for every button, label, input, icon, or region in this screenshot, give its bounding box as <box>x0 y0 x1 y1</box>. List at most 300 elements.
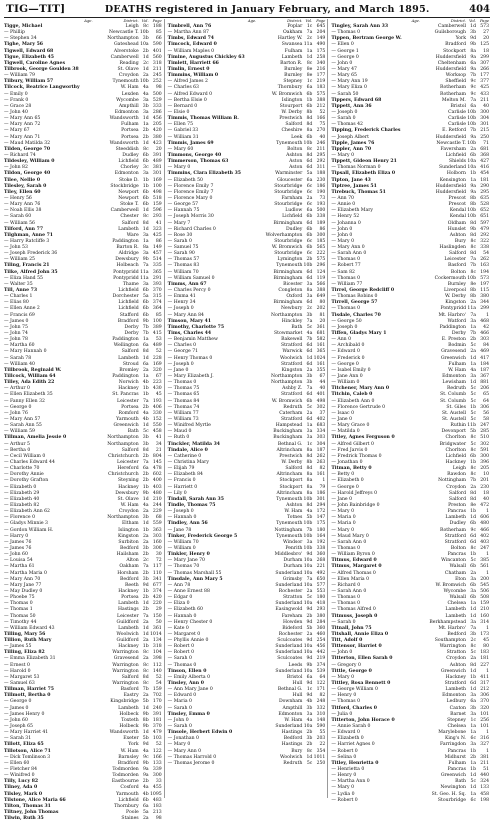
entry-name: — Joseph Morris 30 <box>167 214 214 220</box>
entry-page: 254 <box>316 638 326 644</box>
entry-district: Leigh <box>125 24 139 29</box>
entry-name: — Robert 0 <box>331 748 358 754</box>
entry-page: 270 <box>316 128 326 134</box>
entry-volume: 8d <box>142 447 149 453</box>
entry-page: 355 <box>316 367 326 373</box>
entry-page: 53 <box>155 337 162 343</box>
entry-page: 55 <box>319 730 326 736</box>
entry-name: — Mary Ann 71 <box>4 134 41 140</box>
entry-district: Bakewell <box>281 337 303 343</box>
entry-page: 183 <box>316 85 326 91</box>
entry-volume: 3a <box>143 171 149 177</box>
entry-volume: 2a <box>143 656 149 662</box>
entry-page: 119 <box>316 275 326 281</box>
entry-volume: 1d <box>142 226 149 232</box>
entry-page: 160 <box>480 613 490 619</box>
entry-district: Lambeth <box>118 355 139 361</box>
entry-district: Ludlow <box>285 208 303 214</box>
entry-page: 22 <box>319 742 326 748</box>
entry-name: — Eliza 0 <box>167 601 190 607</box>
entry-district: Tynemouth <box>276 533 303 539</box>
entry-name: Titmus, Margaret 0 <box>331 564 382 570</box>
entry-page: 194 <box>480 269 490 275</box>
entry-page: 388 <box>316 288 326 294</box>
entry-volume: 1d <box>142 66 149 72</box>
entry-volume: 3a <box>470 742 477 748</box>
entry-district: Oldham <box>447 220 467 226</box>
entry-page: 100 <box>152 183 162 189</box>
entry-district: Mt. Harbro' <box>438 625 467 631</box>
entry-district: Cheshire <box>281 128 303 134</box>
entry-page: 417 <box>480 355 490 361</box>
entry-name: — Maud 0 <box>167 429 192 435</box>
entry-volume: 8d <box>306 453 313 459</box>
entry-name: — Thomas 0 <box>331 30 361 36</box>
entry-volume: 6b <box>142 288 149 294</box>
entry-name: Timmerson, Thomas 63 <box>167 159 229 165</box>
entry-name: — Mary 0 <box>331 785 355 791</box>
entry-page: 152 <box>152 417 162 422</box>
entry-volume: 1b <box>142 644 149 650</box>
entry-district: Cockermouth <box>434 275 467 281</box>
register-column-3 <box>331 19 491 803</box>
entry-name: — Henrietta 0 <box>331 767 365 773</box>
entry-name: — Margaret 53 <box>4 674 40 680</box>
entry-name: — Mary Ann 0 <box>331 245 365 251</box>
entry-volume: 7a <box>143 263 149 269</box>
entry-district: Altrincham <box>276 490 303 496</box>
entry-page: 804 <box>152 453 162 459</box>
entry-name: — Elizabeth 50 <box>167 177 203 183</box>
entry-name: Tilee, Nellie 0 <box>4 177 41 183</box>
entry-name: — Charles 0 <box>167 343 197 349</box>
entry-name: — Edward 0 <box>331 349 360 355</box>
entry-name: — Catherine 0 <box>167 453 202 459</box>
entry-page: 553 <box>316 588 326 594</box>
entry-page: 681 <box>480 146 490 152</box>
entry-district: Ampthill <box>118 103 139 109</box>
entry-district: Hastings <box>281 730 303 736</box>
entry-name: — Fredrick Thomas 0 <box>331 453 382 459</box>
entry-district: Birmingham <box>273 275 303 281</box>
entry-page: 100 <box>152 318 162 324</box>
entry-volume: 5a <box>143 294 149 300</box>
entry-page: 500 <box>316 208 326 214</box>
entry-district: Salford <box>285 466 303 472</box>
entry-district: Salford <box>121 674 139 680</box>
entry-district: Bradford <box>117 760 139 766</box>
entry-volume: 8c <box>143 681 149 687</box>
entry-volume: 8d <box>470 496 477 502</box>
entry-page: 223 <box>152 380 162 386</box>
entry-name: — Robert 77 <box>331 263 361 269</box>
entry-district: Barton R. <box>280 60 303 66</box>
entry-district: Stratford <box>280 392 303 398</box>
entry-name: Timothy, Charlotte 75 <box>167 324 225 330</box>
entry-name: — Jane 0 <box>331 417 353 422</box>
entry-volume: 2b <box>142 48 149 54</box>
entry-page: 294 <box>316 502 326 508</box>
entry-page: 205 <box>152 122 162 128</box>
entry-volume: 2a <box>470 656 477 662</box>
entry-volume: 6b <box>142 195 149 201</box>
entry-district: Northampton <box>270 380 303 386</box>
entry-page: 498 <box>316 398 326 404</box>
entry-name: — Cecil William 0 <box>4 453 46 459</box>
entry-district: Leicester <box>117 398 139 404</box>
entry-name: — Henry 0 <box>331 693 357 699</box>
entry-volume: 3b <box>142 545 149 551</box>
entry-district: Pontypridd <box>113 269 139 275</box>
entry-district: Northampton <box>270 374 303 380</box>
entry-district: Pontypridd <box>440 306 467 312</box>
entry-district: Birmingham <box>273 269 303 275</box>
entry-name: — William 77 <box>167 410 199 416</box>
entry-volume: 7a <box>143 398 149 404</box>
entry-name: — George 0 <box>4 404 32 410</box>
entry-name: Titchin, Caleb 0 <box>331 392 373 398</box>
entry-name: Tiley, Ellen 60 <box>4 189 41 195</box>
entry-page: 1 <box>486 668 490 674</box>
entry-volume: 2a <box>470 300 477 306</box>
entry-district: Huddersfield <box>435 183 467 189</box>
entry-volume: 1d <box>142 116 149 122</box>
entry-name: — Julia 0 <box>331 711 353 717</box>
entry-district: Preston <box>448 502 467 508</box>
entry-volume: 6b <box>142 202 149 208</box>
entry-page: 381 <box>152 165 162 171</box>
entry-name: — John 82 <box>4 165 28 171</box>
entry-page: 365 <box>316 349 326 355</box>
entry-name: — William 56 <box>4 220 35 226</box>
entry-district: Barton R. <box>116 245 139 251</box>
entry-district: Rochester <box>278 588 303 594</box>
entry-district: St. Olave <box>117 496 139 502</box>
entry-volume: 6b <box>142 159 149 165</box>
entry-district: Chorlton <box>445 447 467 453</box>
entry-page: 112 <box>152 662 162 668</box>
entry-page: 322 <box>480 238 490 244</box>
entry-page: 52 <box>155 674 162 680</box>
entry-volume: 2b <box>142 552 149 558</box>
entry-page: 303 <box>480 337 490 343</box>
entry-name: — Mary 47 <box>331 66 357 72</box>
entry-district: Aston <box>289 159 303 165</box>
entry-district: Stourbridge <box>274 238 303 244</box>
entry-district: Poplar <box>287 24 303 29</box>
entry-district: Portsea <box>121 128 139 134</box>
entry-page: 171 <box>316 687 326 693</box>
entry-page: 677 <box>152 582 162 588</box>
entry-district: Basford <box>120 687 139 693</box>
entry-district: Bath <box>291 324 303 330</box>
entry-name: — Martha Maria 0 <box>4 570 47 576</box>
entry-page: 425 <box>480 85 490 91</box>
entry-district: W. Bromwich <box>271 245 303 251</box>
entry-district: Fareham <box>281 613 303 619</box>
entry-district: Penrith <box>285 545 303 551</box>
entry-district: Hackney <box>445 674 467 680</box>
entry-volume: 2b <box>142 453 149 459</box>
entry-volume: 7a <box>470 97 477 103</box>
entry-name: — Samuel 63 <box>4 681 35 687</box>
entry-volume: 9a <box>470 54 477 60</box>
entry-district: Walsall <box>449 564 467 570</box>
entry-district: Stepney <box>447 717 467 723</box>
entry-district: Ruthin <box>450 423 467 429</box>
entry-district: Bromley <box>119 367 139 373</box>
entry-volume: 1c <box>306 24 313 29</box>
entry-name: — Elizabeth 0 <box>4 484 37 490</box>
entry-district: Christchurch <box>108 453 139 459</box>
entry-page: 177 <box>480 73 490 79</box>
entry-volume: 6b <box>470 152 477 158</box>
entry-page: 577 <box>316 582 326 588</box>
entry-volume: 9d <box>306 619 313 625</box>
entry-page: 650 <box>316 576 326 582</box>
entry-district: Stratford <box>280 361 303 367</box>
entry-volume: 8c <box>470 644 477 650</box>
entry-page: 316 <box>480 736 490 742</box>
entry-volume: 1b <box>142 392 149 398</box>
entry-name: — Florence Emily 7 <box>167 183 214 189</box>
entry-page: 575 <box>316 91 326 97</box>
entry-page: 169 <box>152 361 162 367</box>
entry-page: 391 <box>152 711 162 717</box>
entry-district: Wandsworth <box>109 140 139 146</box>
entry-volume: 6d <box>306 343 313 349</box>
entry-name: — Phillip <box>4 30 25 36</box>
entry-volume: 8c <box>143 146 149 152</box>
entry-volume: 2a <box>143 367 149 373</box>
entry-page: 160 <box>152 539 162 545</box>
entry-name: Tinsley, Ann 0 <box>167 681 204 687</box>
entry-district: Holbeck <box>119 711 139 717</box>
entry-volume: 5c <box>143 429 149 435</box>
register-entry <box>168 761 326 767</box>
entry-volume: 1a <box>306 423 313 429</box>
entry-district: Congleton <box>278 288 303 294</box>
entry-page: 1014 <box>149 631 162 637</box>
entry-district: Leeds <box>288 662 303 668</box>
entry-name: — Phoebe 75 <box>4 595 35 601</box>
entry-district: Newington <box>440 785 467 791</box>
entry-name: — Elijah 79 <box>167 466 195 472</box>
entry-district: Aldridge <box>118 251 139 257</box>
entry-volume: 8b <box>470 195 477 201</box>
entry-volume: 5c <box>470 392 477 398</box>
entry-volume: 3b <box>142 103 149 109</box>
entry-name: — William 25 <box>4 257 35 263</box>
entry-volume: 2b <box>142 595 149 601</box>
entry-name: — Edgar 0 <box>167 595 193 601</box>
entry-district: Stratton <box>282 595 303 601</box>
entry-volume: 1a <box>143 374 149 380</box>
entry-volume: 9a <box>470 66 477 72</box>
entry-page: 550 <box>152 423 162 429</box>
entry-name: — Charles 63 <box>167 85 199 91</box>
entry-district: Dewsbury <box>115 257 139 263</box>
entry-district: Stafford <box>119 312 139 318</box>
entry-district: Bradford <box>445 42 467 48</box>
entry-name: — Samuel 75 <box>167 245 199 251</box>
entry-name: Tipton, Jane 43 <box>331 177 371 183</box>
entry-volume: 9d <box>306 693 313 699</box>
entry-name: — Winifred 0 <box>4 773 35 779</box>
entry-page: 86 <box>319 226 326 232</box>
entry-district: Greenwich <box>440 773 467 779</box>
entry-page: 50 <box>155 619 162 625</box>
entry-district: St. Geo. H. Sq. <box>431 791 467 797</box>
entry-name: — Henry 56 <box>4 195 32 201</box>
entry-district: Basford <box>447 263 467 269</box>
entry-name: Till, Anne 73 <box>4 288 38 294</box>
entry-district: Ashton <box>286 502 303 508</box>
entry-page: 559 <box>152 521 162 527</box>
entry-page: 489 <box>152 343 162 349</box>
entry-volume: 6c <box>306 251 313 257</box>
entry-page: 315 <box>152 294 162 300</box>
entry-page: 341 <box>152 576 162 582</box>
entry-name: Tindale, Alice 0 <box>167 447 208 453</box>
entry-name: Titley, Henrietta 0 <box>331 760 379 766</box>
entry-page: 360 <box>316 552 326 558</box>
entry-district: Bath <box>127 429 139 435</box>
entry-name: — Timothy 44 <box>4 619 37 625</box>
entry-page: 33 <box>155 779 162 785</box>
entry-volume: 9d <box>306 552 313 558</box>
entry-district: Chorley <box>120 165 139 171</box>
entry-name: — Gordon William H. <box>4 527 54 533</box>
entry-page: 210 <box>152 496 162 502</box>
entry-page: 344 <box>480 300 490 306</box>
entry-name: — Ellen Elizabeth 35 <box>4 392 53 398</box>
entry-volume: 7a <box>306 386 313 392</box>
entry-volume: 4a <box>306 331 313 337</box>
entry-district: Newcastle T. <box>436 140 467 146</box>
entry-volume: 8b <box>470 294 477 300</box>
entry-name: — Emma Elizabeth 31 <box>4 656 56 662</box>
entry-district: Toxteth <box>121 717 139 723</box>
entry-name: — Sarah Ann 0 <box>331 539 367 545</box>
entry-name: — Mary Jane 70 <box>167 558 205 564</box>
entry-name: — Benjamin Matthew <box>167 337 218 343</box>
entry-name: Tiptree, James 51 <box>331 183 377 189</box>
entry-volume: 3a <box>306 294 313 300</box>
entry-name: Titshall, Annie Eliza 0 <box>331 631 389 637</box>
entry-name: — John 74 <box>4 331 28 337</box>
entry-page: 188 <box>316 171 326 177</box>
entry-name: — Mary Hannah 0 <box>4 349 47 355</box>
entry-page: 256 <box>480 717 490 723</box>
entry-district: Islington <box>118 527 139 533</box>
entry-volume: 1a <box>470 730 477 736</box>
entry-page: 245 <box>152 73 162 79</box>
entry-page: 52 <box>155 742 162 748</box>
column-heading-label: Age. <box>84 19 93 23</box>
entry-district: Chatham <box>444 570 467 576</box>
entry-name: Tillbrook, Reginald W. <box>4 367 62 373</box>
entry-district: Gravesend <box>441 349 467 355</box>
entry-volume: 10b <box>303 545 313 551</box>
entry-name: Titford, Charles 0 <box>331 705 377 711</box>
entry-volume: 1d <box>142 208 149 214</box>
entry-page: 479 <box>152 730 162 736</box>
entry-district: Midhurst <box>444 754 467 760</box>
entry-name: — Martha 60 <box>4 343 35 349</box>
entry-volume: 6a <box>143 361 149 367</box>
entry-name: Timson, Mary 41 <box>167 318 212 324</box>
entry-page: 318 <box>152 60 162 66</box>
entry-district: Dudley <box>285 226 303 232</box>
entry-district: Windsor <box>283 539 303 545</box>
entry-name: — Ellen 0 <box>331 42 354 48</box>
entry-page: 185 <box>316 238 326 244</box>
entry-volume: 9c <box>470 91 477 97</box>
entry-page: 54 <box>483 251 490 257</box>
entry-page: 117 <box>152 564 162 570</box>
entry-name: — William Maples 0 <box>167 48 215 54</box>
entry-name: — May Dudley 0 <box>4 588 43 594</box>
entry-page: 240 <box>152 705 162 711</box>
entry-page: 304 <box>480 116 490 122</box>
entry-name: — Matilda 0 <box>331 429 360 435</box>
entry-page: 193 <box>152 398 162 404</box>
entry-name: — Thomas 84 <box>167 398 200 404</box>
entry-district: Lichfield <box>282 214 303 220</box>
entry-page: 268 <box>316 558 326 564</box>
entry-volume: 11a <box>140 275 149 281</box>
entry-district: Salford <box>121 349 139 355</box>
entry-page: 456 <box>316 644 326 650</box>
entry-volume: 9d <box>142 582 149 588</box>
entry-name: Tittle, George 0 <box>331 668 372 674</box>
entry-volume: 8c <box>470 245 477 251</box>
entry-district: Kingston <box>281 367 303 373</box>
entry-district: St. Giles <box>446 404 467 410</box>
entry-name: — Thomas 1 <box>4 607 33 613</box>
entry-name: — Fletcher 84 <box>4 767 38 773</box>
entry-page: 380 <box>480 294 490 300</box>
entry-volume: 2a <box>143 619 149 625</box>
entry-page: 573 <box>480 275 490 281</box>
entry-page: 133 <box>480 785 490 791</box>
entry-name: — James 76 <box>4 545 32 551</box>
entry-district: Burnley <box>447 281 467 287</box>
entry-name: — Martha Ann 0 <box>331 779 370 785</box>
entry-district: Stoke D. <box>118 177 139 183</box>
entry-volume: 2b <box>470 754 477 760</box>
entry-district: Bridgwater <box>439 441 467 447</box>
entry-volume: 1d <box>142 521 149 527</box>
entry-volume: 1a <box>306 48 313 54</box>
entry-district: W. Derby <box>281 109 303 115</box>
entry-page: 403 <box>480 539 490 545</box>
entry-volume: 1d <box>470 687 477 693</box>
entry-name: Timlin, Ernest 0 <box>167 66 210 72</box>
entry-name: — Edward 0 <box>167 693 197 699</box>
entry-district: Stoke T. <box>120 202 139 208</box>
entry-district: Chorlton <box>445 435 467 441</box>
entry-district: Todmorden <box>112 773 139 779</box>
entry-page: 219 <box>316 656 326 662</box>
entry-district: Steeddish <box>115 146 139 152</box>
entry-district: Greenwich <box>113 423 139 429</box>
entry-volume: 9d <box>306 681 313 687</box>
entry-district: Berkhampstead <box>429 619 467 625</box>
entry-name: — Robert 0 <box>167 644 195 650</box>
entry-volume: 2a <box>470 349 477 355</box>
